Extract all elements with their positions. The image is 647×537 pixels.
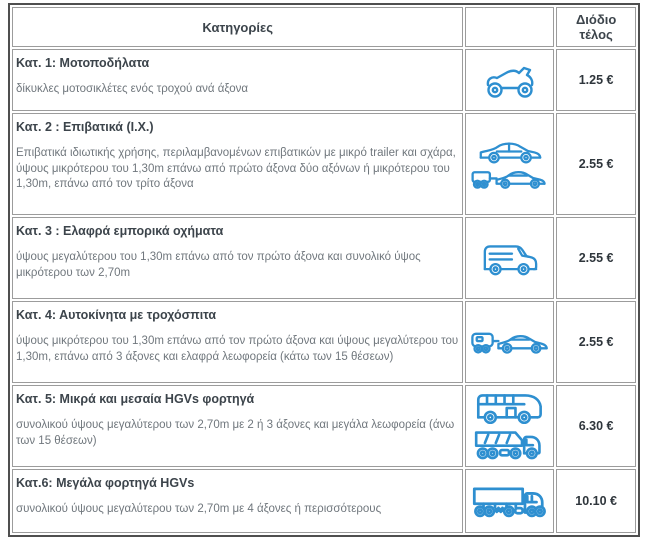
table-row: [12, 385, 636, 467]
category-description: ύψους μεγαλύτερου του 1,30m επάνω από τον πρώτο άξονα και συνολικό ύψος μικρότερου των 2,70m: [16, 251, 421, 279]
toll-fee-header: Διόδιο τέλος: [556, 7, 636, 47]
semi-truck-icon: [472, 484, 548, 519]
category-title: Κατ. 1: Μοτοποδήλατα: [16, 56, 150, 70]
categories-header: Κατηγορίες: [12, 7, 463, 47]
category-description: Επιβατικά ιδιωτικής χρήσης, περιλαμβανομένων επιβατικών με μικρό trailer και σχάρα, ύψους μικρότερου του 1,30m επάνω από πρώτο άξονα δύο αξόνων ή μικρότερου του 1,30m, επάνω από τον τρίτο άξονα: [16, 147, 456, 190]
bus-icon: [475, 391, 545, 424]
icon-column-header: [465, 7, 554, 47]
dump-truck-icon: [474, 426, 546, 461]
trailer-and-car-icon: [470, 329, 550, 356]
category-description: δίκυκλες μοτοσικλέτες ενός τροχού ανά άξονα: [16, 83, 248, 95]
category-title: Κατ. 2 : Επιβατικά (Ι.Χ.): [16, 120, 154, 134]
table-header-row: [12, 7, 636, 47]
toll-categories-table: [8, 3, 640, 537]
category-description: ύψους μικρότερου του 1,30m επάνω από τον πρώτο άξονα και ύψους μεγαλύτερου του 1,30m, επάνω από 3 άξονες και ελαφρά λεωφορεία (κάτω των 15 θέσεων): [16, 335, 459, 363]
table-row: [12, 301, 636, 383]
toll-price: 10.10 €: [556, 469, 636, 533]
category-description: συνολικού ύψους μεγαλύτερου των 2,70m με 4 άξονες ή περισσότερους: [16, 503, 382, 515]
table-row: [12, 217, 636, 299]
table-row: [12, 113, 636, 215]
toll-price: 2.55 €: [556, 113, 636, 215]
category-title: Κατ. 5: Μικρά και μεσαία HGVs φορτηγά: [16, 392, 255, 406]
category-title: Κατ. 3 : Ελαφρά εμπορικά οχήματα: [16, 224, 224, 238]
table-row: [12, 469, 636, 533]
toll-price: 2.55 €: [556, 301, 636, 383]
van-icon: [480, 239, 540, 278]
car-with-trailer-icon: [470, 166, 550, 189]
motorcycle-icon: [484, 61, 536, 99]
category-description: συνολικού ύψους μεγαλύτερου των 2,70m με 2 ή 3 άξονες και μεγάλα λεωφορεία (άνω των 15 θέσεων): [16, 419, 455, 447]
toll-price: 1.25 €: [556, 49, 636, 111]
category-title: Κατ.6: Μεγάλα φορτηγά HGVs: [16, 476, 195, 490]
toll-price: 2.55 €: [556, 217, 636, 299]
toll-price: 6.30 €: [556, 385, 636, 467]
table-row: [12, 49, 636, 111]
category-title: Κατ. 4: Αυτοκίνητα με τροχόσπιτα: [16, 308, 217, 322]
car-icon: [477, 139, 543, 164]
